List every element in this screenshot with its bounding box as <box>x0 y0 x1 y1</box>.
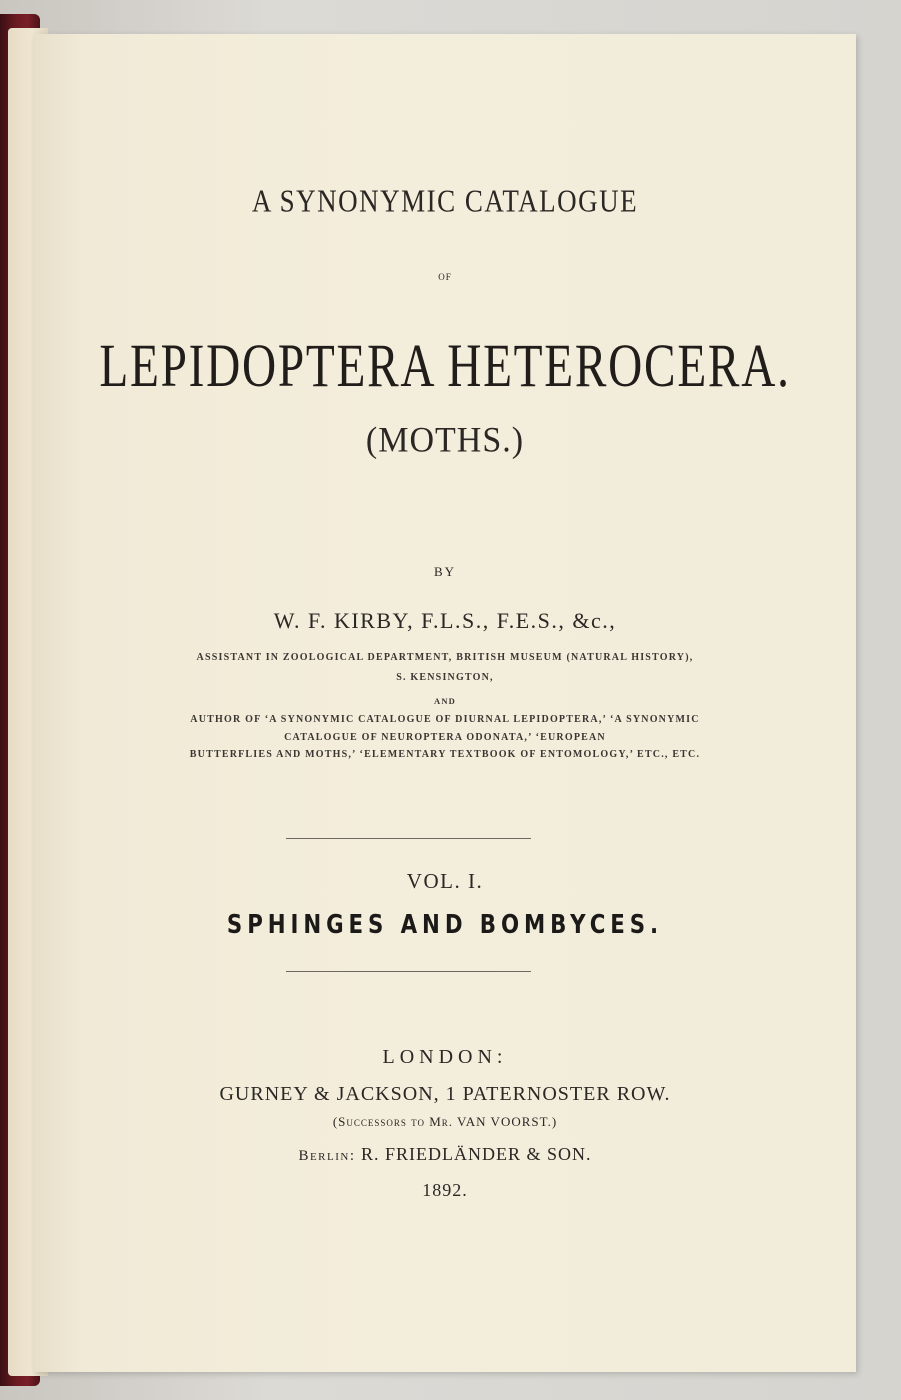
imprint-year: 1892. <box>422 1180 468 1200</box>
and-label: AND <box>433 696 456 706</box>
berlin-label: Berlin: <box>298 1148 356 1164</box>
author-works-3: BUTTERFLIES AND MOTHS,’ ‘ELEMENTARY TEXTBOOK OF ENTOMOLOGY,’ ETC., ETC. <box>189 749 701 760</box>
volume-label: VOL. I. <box>406 869 484 893</box>
author-works-1: AUTHOR OF ‘A SYNONYMIC CATALOGUE OF DIURNAL LEPIDOPTERA,’ ‘A SYNONYMIC <box>190 714 700 725</box>
author-affiliation-1: ASSISTANT IN ZOOLOGICAL DEPARTMENT, BRITISH MUSEUM (NATURAL HISTORY), <box>196 652 694 663</box>
divider-rule-bottom <box>286 971 531 972</box>
title-parenthetical: (MOTHS.) <box>365 421 525 460</box>
by-label: BY <box>433 564 457 579</box>
title-page <box>34 34 856 1372</box>
author-works-2: CATALOGUE OF NEUROPTERA ODONATA,’ ‘EUROPEAN <box>284 732 606 743</box>
berlin-publisher: R. FRIEDLÄNDER & SON. <box>361 1144 592 1164</box>
title-line-1: A SYNONYMIC CATALOGUE <box>251 183 639 219</box>
imprint-berlin <box>34 1144 856 1165</box>
volume-subtitle: SPHINGES AND BOMBYCES. <box>226 910 664 940</box>
author-name: W. F. KIRBY, F.L.S., F.E.S., &c., <box>273 608 617 633</box>
author-affiliation-2: S. KENSINGTON, <box>396 672 494 683</box>
imprint-publisher: GURNEY & JACKSON, 1 PATERNOSTER ROW. <box>219 1083 671 1105</box>
imprint-city: LONDON: <box>382 1046 508 1068</box>
main-title: LEPIDOPTERA HETEROCERA. <box>99 331 791 400</box>
title-of: OF <box>438 272 452 282</box>
divider-rule-top <box>286 838 531 839</box>
imprint-successors: (Successors to Mr. VAN VOORST.) <box>332 1114 558 1129</box>
